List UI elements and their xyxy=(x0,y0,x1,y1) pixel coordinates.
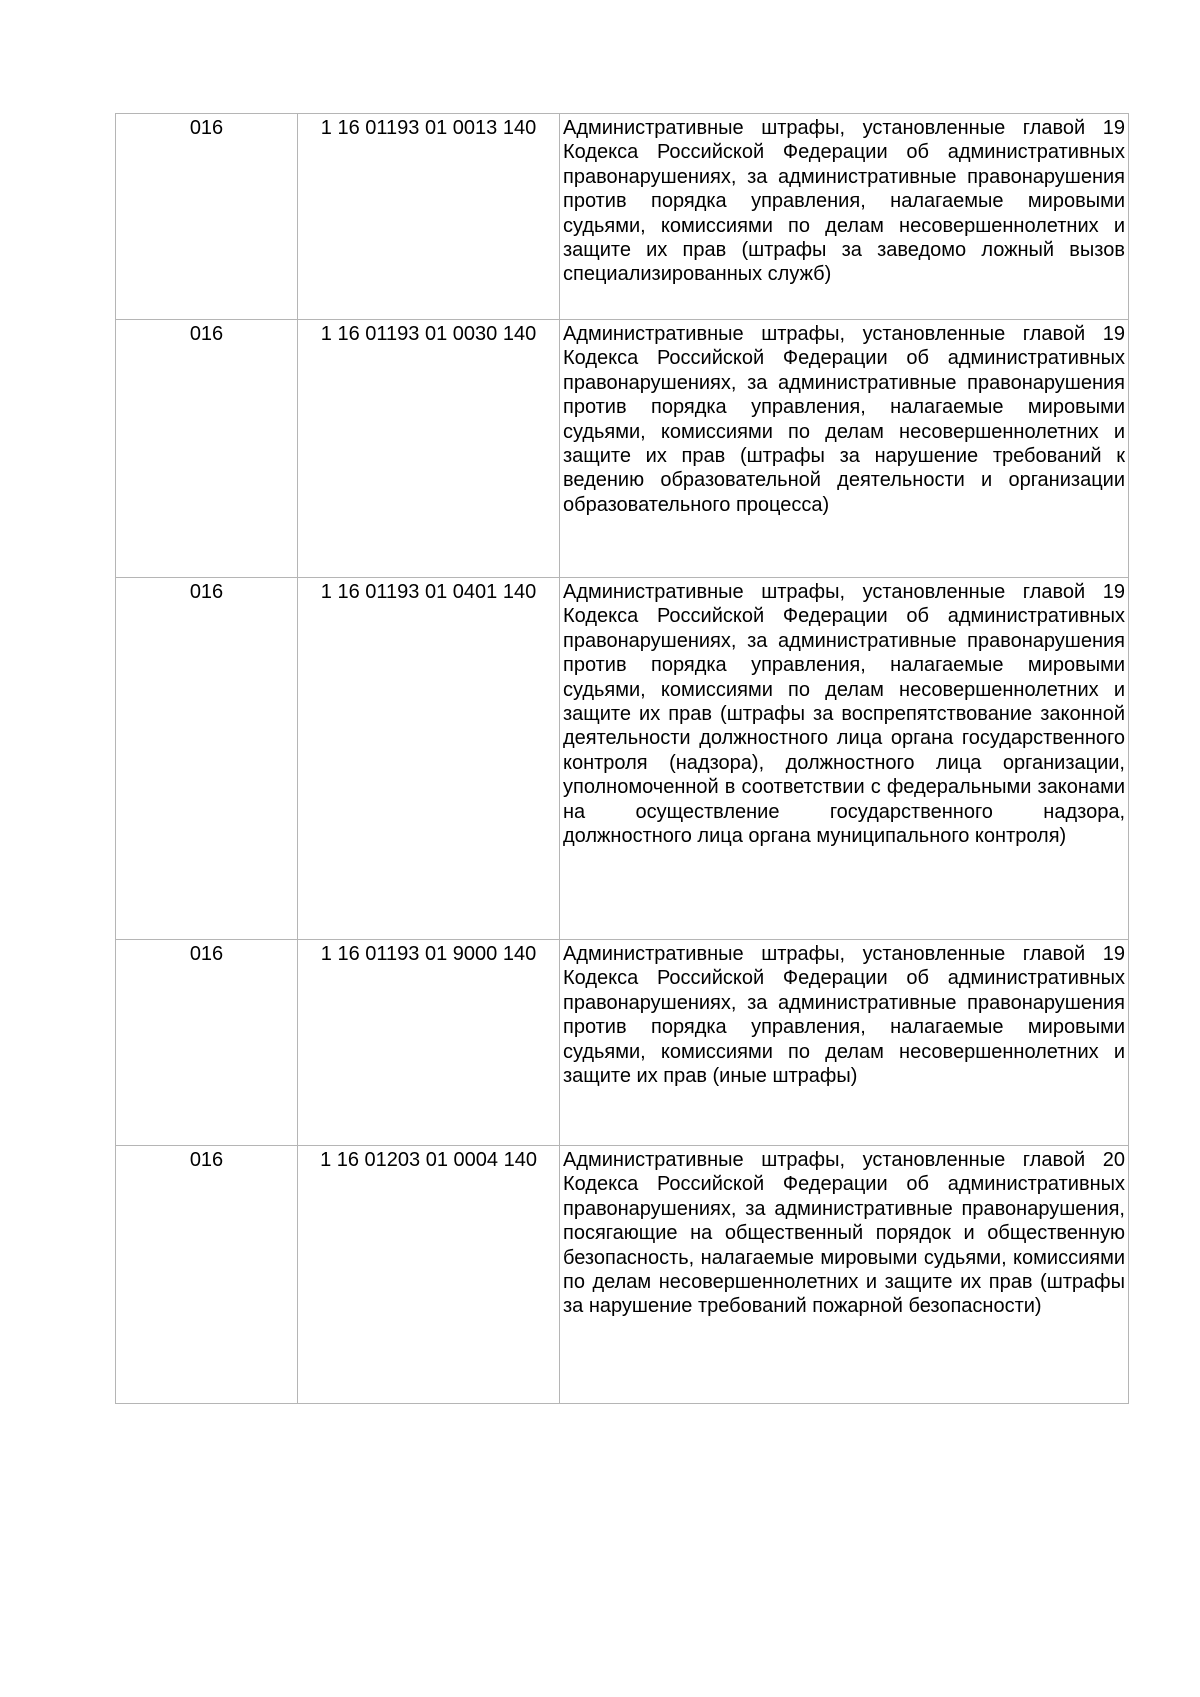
revenue-codes-table xyxy=(115,113,1129,1404)
description-cell: Административные штрафы, установленные главой 20 Кодекса Российской Федерации об административных правонарушениях, за административные правонарушения, посягающие на общественный порядок и общественную безопасность, налагаемые мировыми судьями, комиссиями по делам несовершеннолетних и защите их прав (штрафы за нарушение требований пожарной безопасности) xyxy=(560,1146,1129,1404)
description-cell: Административные штрафы, установленные главой 19 Кодекса Российской Федерации об административных правонарушениях, за административные правонарушения против порядка управления, налагаемые мировыми судьями, комиссиями по делам несовершеннолетних и защите их прав (иные штрафы) xyxy=(560,940,1129,1146)
admin-code-cell: 016 xyxy=(116,1146,298,1404)
description-cell: Административные штрафы, установленные главой 19 Кодекса Российской Федерации об административных правонарушениях, за административные правонарушения против порядка управления, налагаемые мировыми судьями, комиссиями по делам несовершеннолетних и защите их прав (штрафы за нарушение требований к ведению образовательной деятельности и организации образовательного процесса) xyxy=(560,320,1129,578)
table-row xyxy=(116,114,1129,320)
table-row xyxy=(116,578,1129,940)
admin-code-cell: 016 xyxy=(116,578,298,940)
kbk-code-cell: 1 16 01193 01 9000 140 xyxy=(298,940,560,1146)
admin-code-cell: 016 xyxy=(116,114,298,320)
kbk-code-cell: 1 16 01193 01 0013 140 xyxy=(298,114,560,320)
admin-code-cell: 016 xyxy=(116,940,298,1146)
kbk-code-cell: 1 16 01193 01 0030 140 xyxy=(298,320,560,578)
kbk-code-cell: 1 16 01193 01 0401 140 xyxy=(298,578,560,940)
admin-code-cell: 016 xyxy=(116,320,298,578)
table-row xyxy=(116,940,1129,1146)
description-cell: Административные штрафы, установленные главой 19 Кодекса Российской Федерации об административных правонарушениях, за административные правонарушения против порядка управления, налагаемые мировыми судьями, комиссиями по делам несовершеннолетних и защите их прав (штрафы за воспрепятствование законной деятельности должностного лица органа государственного контроля (надзора), должностного лица организации, уполномоченной в соответствии с федеральными законами на осуществление государственного надзора, должностного лица органа муниципального контроля) xyxy=(560,578,1129,940)
table-row xyxy=(116,1146,1129,1404)
table-row xyxy=(116,320,1129,578)
description-cell: Административные штрафы, установленные главой 19 Кодекса Российской Федерации об административных правонарушениях, за административные правонарушения против порядка управления, налагаемые мировыми судьями, комиссиями по делам несовершеннолетних и защите их прав (штрафы за заведомо ложный вызов специализированных служб) xyxy=(560,114,1129,320)
kbk-code-cell: 1 16 01203 01 0004 140 xyxy=(298,1146,560,1404)
